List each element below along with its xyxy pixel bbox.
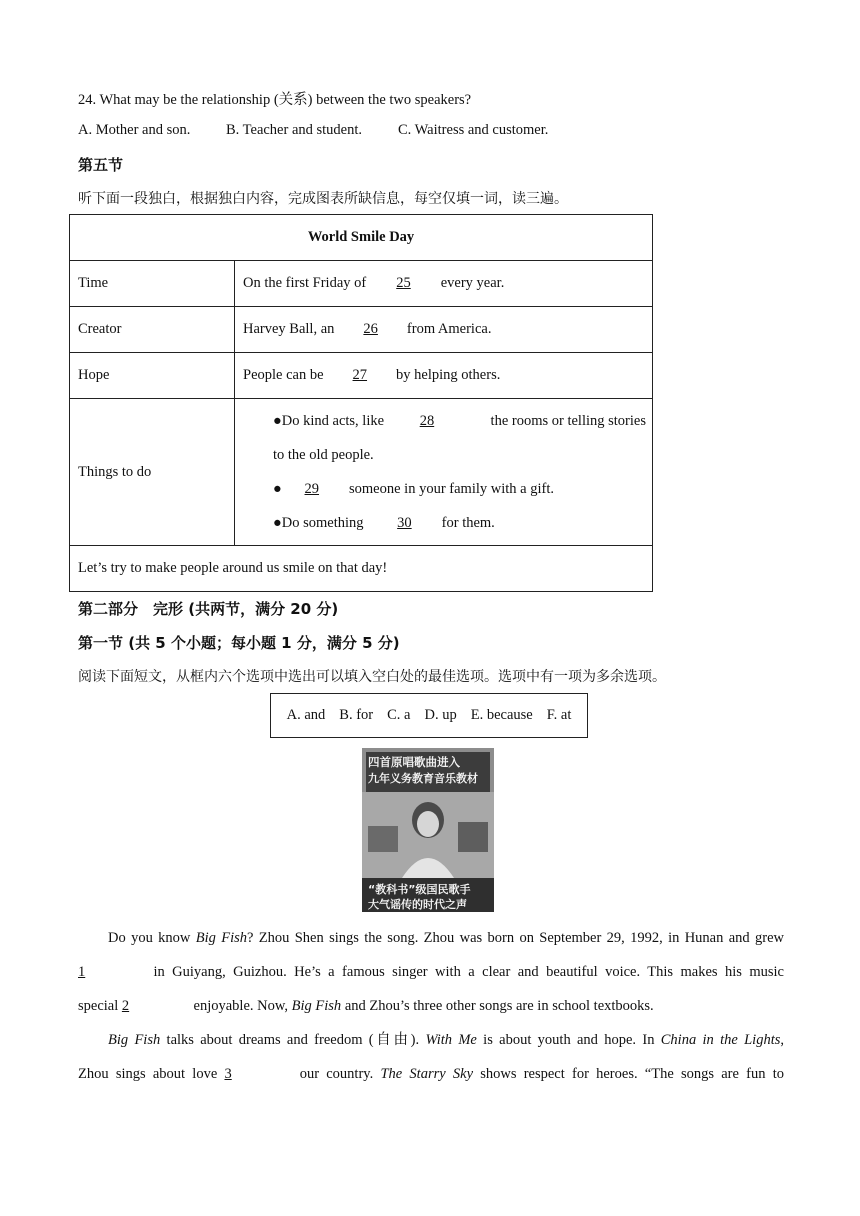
cloze-blank-2[interactable]: 2 xyxy=(121,998,130,1014)
passage-line: Do you know Big Fish? Zhou Shen sings the song. Zhou was born on September 29, 1992, in Hunan and grew xyxy=(108,930,784,946)
answer-blank-25[interactable]: 25 xyxy=(396,275,411,291)
word-option-c: C. a xyxy=(387,707,411,723)
question-24: 24. What may be the relationship (关系) between the two speakers? xyxy=(78,92,472,108)
q24-option-a: A. Mother and son. xyxy=(78,122,191,138)
row-label-things: Things to do xyxy=(70,399,235,546)
poster-text-top-2: 九年义务教育音乐教材 xyxy=(368,772,478,785)
row-label-creator: Creator xyxy=(70,307,235,353)
row-text: Harvey Ball, an xyxy=(243,321,335,337)
poster-text-bottom-2: 大气谣传的时代之声 xyxy=(368,898,467,911)
bullet-text: the rooms or telling stories xyxy=(490,413,646,429)
row-content-time xyxy=(235,261,653,307)
bullet-text: Do something xyxy=(281,515,364,531)
row-content-creator xyxy=(235,307,653,353)
word-option-b: B. for xyxy=(339,707,374,723)
answer-blank-27[interactable]: 27 xyxy=(352,367,368,383)
bullet-item xyxy=(273,404,646,438)
bullet-item xyxy=(273,506,646,540)
row-label-hope: Hope xyxy=(70,353,235,399)
row-text: On the first Friday of xyxy=(243,275,367,291)
table-row xyxy=(70,261,653,307)
answer-blank-29[interactable]: 29 xyxy=(304,481,320,497)
row-content-things xyxy=(235,399,653,546)
answer-blank-28[interactable]: 28 xyxy=(419,413,435,429)
row-text: by helping others. xyxy=(396,367,501,383)
world-smile-day-table xyxy=(69,214,653,592)
bullet-text: someone in your family with a gift. xyxy=(349,481,554,497)
table-row xyxy=(70,353,653,399)
section5-instruction: 听下面一段独白，根据独白内容，完成图表所缺信息，每空仅填一词，读三遍。 xyxy=(78,191,568,207)
section5-heading: 第五节 xyxy=(78,156,124,174)
bullet-dot-icon: ● xyxy=(273,515,282,531)
passage-line: 1 in Guiyang, Guizhou. He’s a famous singer with a clear and beautiful voice. This makes his music xyxy=(78,955,784,989)
word-option-e: E. because xyxy=(470,707,533,723)
q24-option-c: C. Waitress and customer. xyxy=(398,122,549,138)
row-text: People can be xyxy=(243,367,324,383)
cloze-blank-3[interactable]: 3 xyxy=(224,1066,232,1082)
answer-blank-30[interactable]: 30 xyxy=(397,515,412,531)
table-row xyxy=(70,399,653,546)
passage-paragraph-1 xyxy=(78,921,784,1023)
bullet-text: Do kind acts, like xyxy=(281,413,385,429)
bullet-dot-icon: ● xyxy=(273,481,282,497)
row-text: every year. xyxy=(440,275,505,291)
row-text: from America. xyxy=(406,321,492,337)
passage-line: Zhou sings about love 3 our country. The Starry Sky shows respect for heroes. “The songs are fun to xyxy=(78,1057,784,1091)
table-title: World Smile Day xyxy=(70,215,653,261)
word-option-a: A. and xyxy=(286,707,326,723)
word-options-box xyxy=(270,693,588,738)
zhou-shen-poster-image xyxy=(362,748,494,912)
poster-text-top-1: 四首原唱歌曲进入 xyxy=(368,755,460,769)
part2-instruction: 阅读下面短文，从框内六个选项中选出可以填入空白处的最佳选项。选项中有一项为多余选项。 xyxy=(78,669,666,685)
part2-heading: 第二部分 完形 (共两节，满分 20 分) xyxy=(78,600,339,618)
bullet-continuation: to the old people. xyxy=(273,447,374,463)
passage-line: special 2 enjoyable. Now, Big Fish and Zhou’s three other songs are in school textbooks. xyxy=(78,989,784,1023)
bullet-text: for them. xyxy=(441,515,495,531)
table-row xyxy=(70,307,653,353)
passage-line: Big Fish talks about dreams and freedom (自由). With Me is about youth and hope. In China in the Lights, xyxy=(108,1032,785,1048)
table-footer: Let’s try to make people around us smile on that day! xyxy=(70,546,653,592)
passage-paragraph-2 xyxy=(78,1023,784,1091)
word-option-d: D. up xyxy=(424,707,457,723)
cloze-blank-1[interactable]: 1 xyxy=(78,964,86,980)
q24-option-b: B. Teacher and student. xyxy=(226,122,363,138)
word-option-f: F. at xyxy=(546,707,572,723)
answer-blank-26[interactable]: 26 xyxy=(363,321,378,337)
row-content-hope xyxy=(235,353,653,399)
bullet-dot-icon: ● xyxy=(273,413,282,429)
poster-text-bottom-1: “教科书”级国民歌手 xyxy=(368,883,471,896)
row-label-time: Time xyxy=(70,261,235,307)
part2-section1-heading: 第一节 (共 5 个小题；每小题 1 分，满分 5 分) xyxy=(78,634,400,652)
bullet-item xyxy=(273,472,646,506)
